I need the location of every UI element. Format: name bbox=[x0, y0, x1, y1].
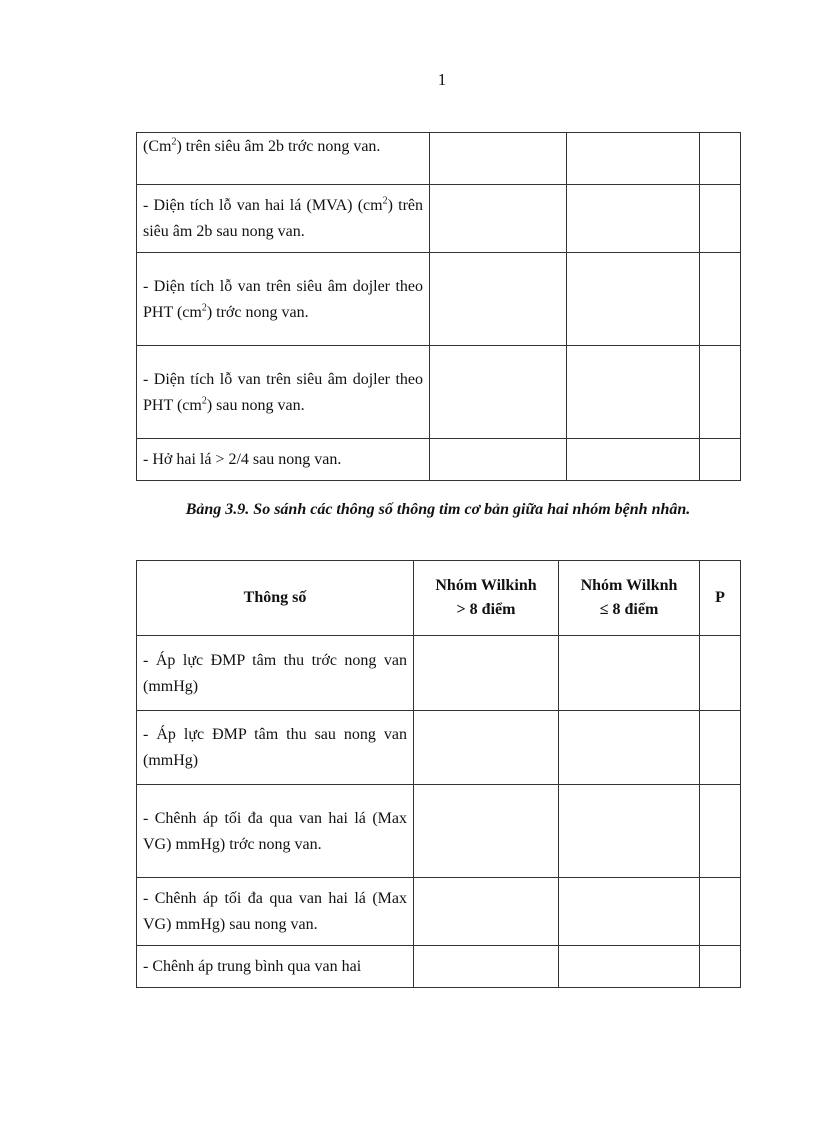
table-cell-description: - Chênh áp tối đa qua van hai lá (Max VG) mmHg) trớc nong van. bbox=[137, 785, 414, 878]
table-cell bbox=[430, 133, 567, 185]
table-cell-description bbox=[137, 185, 430, 253]
table-row bbox=[137, 785, 741, 878]
table-cell bbox=[414, 785, 559, 878]
table-cell bbox=[559, 636, 700, 711]
cell-text-post: ) sau nong van. bbox=[206, 396, 305, 414]
cell-text-pre: (Cm bbox=[143, 138, 172, 155]
cell-text-post: ) trên siêu âm 2b sau nong van. bbox=[143, 197, 423, 240]
table-cell-description: - Áp lực ĐMP tâm thu trớc nong van (mmHg) bbox=[137, 636, 414, 711]
header-group-low-name: Nhóm Wilknh bbox=[580, 577, 678, 594]
table-cell bbox=[700, 346, 741, 439]
table-cell bbox=[559, 878, 700, 946]
table-cell bbox=[559, 785, 700, 878]
table-cell bbox=[414, 946, 559, 988]
table-cell bbox=[700, 439, 741, 481]
table-cell-description: - Chênh áp trung bình qua van hai bbox=[137, 946, 414, 988]
table-cell bbox=[430, 439, 567, 481]
table-cell bbox=[567, 133, 700, 185]
comparison-table bbox=[136, 560, 741, 988]
table-cell bbox=[414, 636, 559, 711]
superscript: 2 bbox=[171, 136, 177, 148]
cell-text-post: ) trớc nong van. bbox=[206, 303, 309, 321]
table-row bbox=[137, 133, 741, 185]
table-cell-description bbox=[137, 133, 430, 185]
table-cell-description: - Chênh áp tối đa qua van hai lá (Max VG) mmHg) sau nong van. bbox=[137, 878, 414, 946]
cell-text-post: ) trên siêu âm 2b trớc nong van. bbox=[176, 138, 381, 155]
superscript: 2 bbox=[382, 195, 388, 207]
header-group-high bbox=[414, 561, 559, 636]
cell-text-pre: - Hở hai lá > 2/4 sau nong van. bbox=[143, 451, 342, 468]
superscript: 2 bbox=[201, 302, 207, 314]
table-cell bbox=[700, 785, 741, 878]
table-cell bbox=[430, 346, 567, 439]
table-row bbox=[137, 946, 741, 988]
table-row bbox=[137, 185, 741, 253]
cell-text-pre: - Diện tích lỗ van trên siêu âm dojler theo PHT (cm bbox=[143, 370, 423, 414]
table-cell bbox=[700, 878, 741, 946]
table-cell bbox=[567, 439, 700, 481]
cell-text-pre: - Diện tích lỗ van trên siêu âm dojler theo PHT (cm bbox=[143, 277, 423, 321]
table-cell-description bbox=[137, 253, 430, 346]
table-cell-description bbox=[137, 346, 430, 439]
table-cell bbox=[559, 711, 700, 785]
table-cell bbox=[414, 711, 559, 785]
table-cell-description bbox=[137, 439, 430, 481]
continued-table bbox=[136, 132, 741, 481]
table-cell bbox=[700, 185, 741, 253]
table-cell bbox=[414, 878, 559, 946]
header-parameter: Thông số bbox=[137, 561, 414, 636]
table-cell-description: - Áp lực ĐMP tâm thu sau nong van (mmHg) bbox=[137, 711, 414, 785]
table-cell bbox=[700, 636, 741, 711]
page-number: 1 bbox=[437, 70, 447, 89]
table-header-row bbox=[137, 561, 741, 636]
superscript: 2 bbox=[201, 395, 207, 407]
table-cell bbox=[430, 185, 567, 253]
table-row bbox=[137, 439, 741, 481]
header-group-high-criterion: > 8 điểm bbox=[456, 601, 516, 618]
header-group-high-name: Nhóm Wilkinh bbox=[435, 577, 537, 594]
table-row bbox=[137, 711, 741, 785]
cell-text-pre: - Diện tích lỗ van hai lá (MVA) (cm bbox=[143, 197, 383, 214]
header-p-value: P bbox=[700, 561, 741, 636]
table-cell bbox=[700, 946, 741, 988]
table-row bbox=[137, 346, 741, 439]
table-cell bbox=[700, 711, 741, 785]
table-row bbox=[137, 878, 741, 946]
table-row bbox=[137, 253, 741, 346]
table-cell bbox=[430, 253, 567, 346]
table-cell bbox=[567, 346, 700, 439]
table-cell bbox=[700, 133, 741, 185]
header-group-low bbox=[559, 561, 700, 636]
header-group-low-criterion: ≤ 8 điểm bbox=[599, 601, 659, 618]
table-caption: Bảng 3.9. So sánh các thông số thông tim cơ bản giữa hai nhóm bệnh nhân. bbox=[185, 501, 691, 518]
table-cell bbox=[559, 946, 700, 988]
table-cell bbox=[700, 253, 741, 346]
table-cell bbox=[567, 185, 700, 253]
table-cell bbox=[567, 253, 700, 346]
table-row bbox=[137, 636, 741, 711]
